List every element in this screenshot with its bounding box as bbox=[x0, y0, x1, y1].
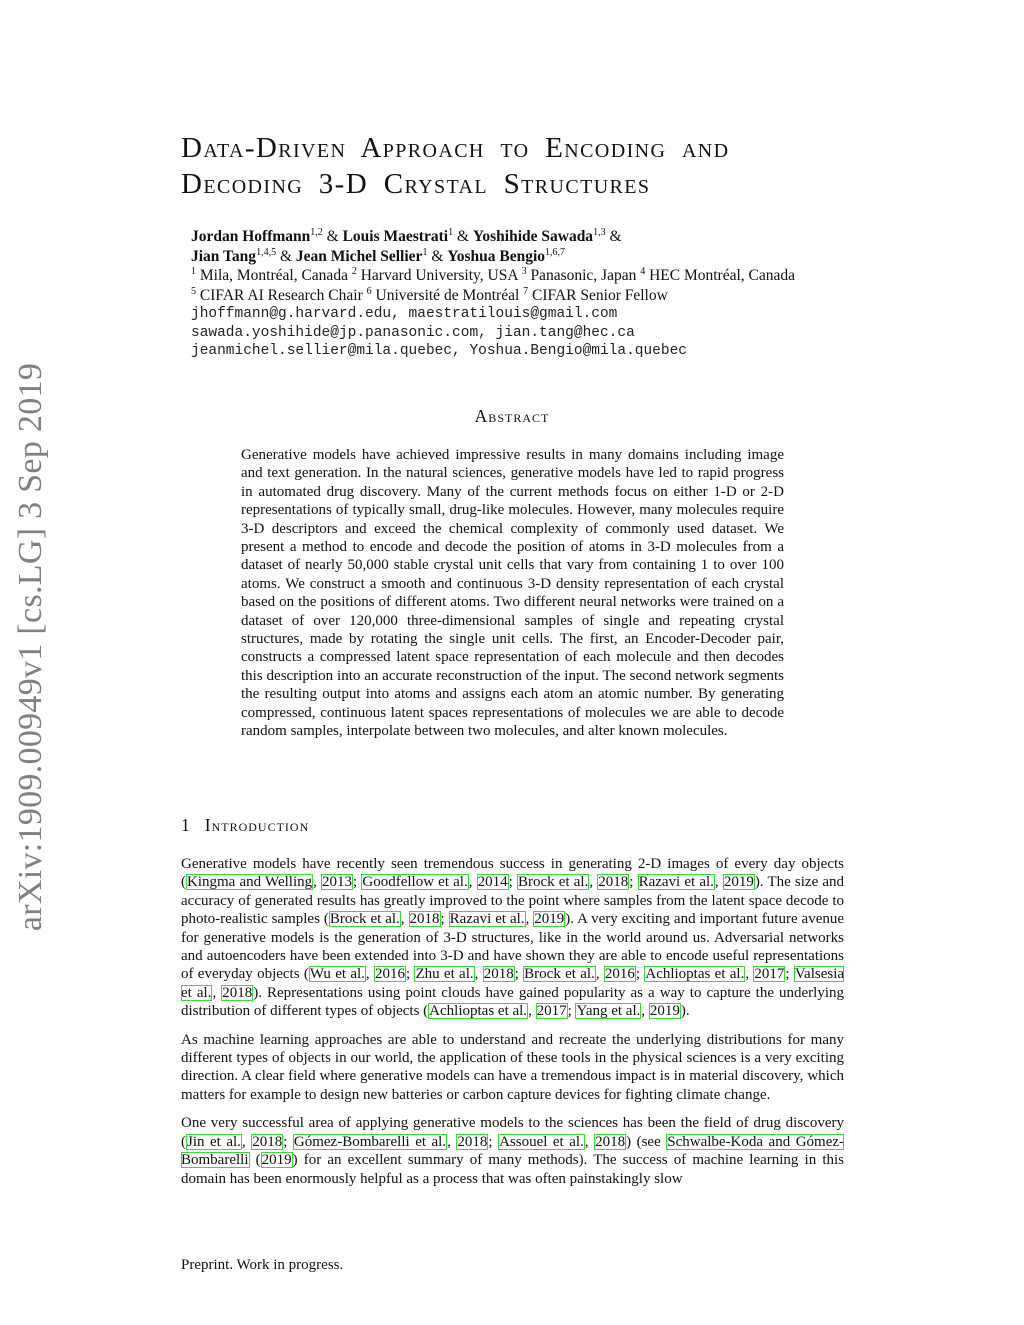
affil-sup: 3 bbox=[521, 266, 527, 277]
citation-link[interactable]: 2018 bbox=[483, 966, 514, 983]
paragraph-text: ( bbox=[249, 1152, 261, 1169]
email-line[interactable]: sawada.yoshihide@jp.panasonic.com, jian.tang@hec.ca bbox=[191, 324, 635, 341]
citation-link[interactable]: 2014 bbox=[477, 874, 508, 891]
paragraph-text: ). A very exciting and important future avenue for generative models is the generation of 3-D structures, like in the world around us. Adversarial networks and autoencoders have been extended into 3-D and have shown they are able to encode useful representations of everyday objects ( bbox=[181, 911, 845, 983]
affil-sup: 4 bbox=[640, 266, 646, 277]
paragraph-text: , bbox=[447, 1133, 457, 1150]
paragraph-text: , bbox=[365, 966, 374, 983]
citation-link[interactable]: Razavi et al. bbox=[638, 874, 714, 891]
paragraph-text: ; bbox=[508, 874, 517, 891]
paragraph-text: , bbox=[714, 874, 723, 891]
citation-link[interactable]: Kingma and Welling bbox=[187, 874, 313, 891]
paragraph-text: ). The size and accuracy of generated results has greatly improved to the point where samples from the latent space decode to photo-realistic samples ( bbox=[181, 874, 845, 928]
author-block bbox=[191, 227, 861, 361]
paragraph-text: , bbox=[212, 984, 222, 1001]
citation-link[interactable]: 2018 bbox=[595, 1133, 626, 1150]
paragraph-text: ). Representations using point clouds have gained popularity as a way to capture the underlying distribution of different types of objects ( bbox=[181, 984, 844, 1020]
author-name: Yoshihide Sawada bbox=[472, 228, 594, 245]
paragraph-text: , bbox=[468, 874, 477, 891]
author-separator: & bbox=[456, 228, 470, 245]
author-sup: 1 bbox=[422, 246, 428, 258]
paragraph-text: , bbox=[745, 966, 754, 983]
paragraph-text: ; bbox=[488, 1133, 499, 1150]
affiliation: CIFAR AI Research Chair bbox=[199, 286, 363, 304]
author-separator: & bbox=[431, 247, 444, 265]
affiliation: Panasonic, Japan bbox=[530, 267, 637, 284]
citation-link[interactable]: 2016 bbox=[604, 966, 635, 983]
paragraph-text: ; bbox=[405, 966, 415, 983]
paragraph-text: ; bbox=[514, 966, 524, 983]
citation-link[interactable]: 2019 bbox=[261, 1152, 292, 1169]
paragraph-text: , bbox=[641, 1003, 649, 1020]
paragraph-text: ; bbox=[629, 874, 638, 891]
section-title: Introduction bbox=[204, 815, 310, 835]
author-separator: & bbox=[609, 228, 622, 245]
paragraph-text: One very successful area of applying generative models to the sciences has been the field of drug discovery ( bbox=[181, 1115, 844, 1150]
paragraph-text: , bbox=[528, 1003, 536, 1020]
author-separator: & bbox=[279, 247, 292, 265]
author-sup: 1,6,7 bbox=[545, 246, 566, 258]
author-name: Jordan Hoffmann bbox=[191, 228, 311, 245]
citation-link[interactable]: Schwalbe-Koda and Gómez-Bombarelli bbox=[181, 1133, 845, 1169]
affiliation: HEC Montréal, Canada bbox=[649, 267, 795, 284]
author-sup: 1 bbox=[448, 227, 454, 238]
affil-sup: 2 bbox=[351, 266, 357, 277]
affiliation: Mila, Montréal, Canada bbox=[199, 267, 348, 284]
paragraph-text: , bbox=[313, 874, 322, 891]
paragraph-text: ) (see bbox=[626, 1133, 667, 1150]
citation-link[interactable]: 2017 bbox=[754, 966, 785, 983]
abstract-text: Generative models have achieved impressive results in many domains including image and text generation. In the natural sciences, generative models have led to rapid progress in automated drug discovery. Many of the current methods focus on either 1-D or 2-D representations of typically small, drug-like molecules. However, many molecules require 3-D descriptors and exceed the chemical complexity of commonly used dataset. We present a method to encode and decode the position of atoms in 3-D molecules from a dataset of nearly 50,000 stable crystal unit cells that vary from containing 1 to over 100 atoms. We construct a smooth and continuous 3-D density representation of each crystal based on the positions of different atoms. Two different neural networks were trained on a dataset of over 120,000 three-dimensional samples of single and repeating crystal structures, made by rotating the single unit cells. The first, an Encoder-Decoder pair, constructs a compressed latent space representation of each molecule and then decodes this description into an accurate reconstruction of the input. The second network segments the resulting output into atoms and assigns each atom an atomic number. By generating compressed, continuous latent spaces representations of molecules we are able to decode random samples, interpolate between two molecules, and alter known molecules. bbox=[241, 447, 784, 740]
citation-link[interactable]: Yang et al. bbox=[576, 1003, 641, 1020]
paragraph-text: Generative models have recently seen tremendous success in generating 2-D images of every day objects ( bbox=[181, 856, 844, 891]
citation-link[interactable]: Brock et al. bbox=[329, 911, 400, 928]
paragraph-text: ; bbox=[567, 1003, 576, 1020]
citation-link[interactable]: Brock et al. bbox=[524, 966, 595, 983]
body-paragraph bbox=[181, 1114, 844, 1188]
citation-link[interactable]: 2018 bbox=[222, 984, 253, 1001]
body-paragraph bbox=[181, 855, 844, 1021]
citation-link[interactable]: 2018 bbox=[252, 1133, 283, 1150]
citation-link[interactable]: Zhu et al. bbox=[415, 966, 474, 983]
affil-sup: 1 bbox=[191, 266, 196, 277]
affiliation-line-2 bbox=[191, 286, 861, 306]
citation-link[interactable]: Valsesia et al. bbox=[181, 966, 845, 1001]
paragraph-text: , bbox=[525, 911, 534, 928]
citation-link[interactable]: 2018 bbox=[457, 1133, 488, 1150]
section-number: 1 bbox=[181, 815, 191, 835]
paragraph-text: As machine learning approaches are able to understand and recreate the underlying distributions for many different types of objects in our world, the application of these tools in the physical sciences is a very exciting direction. A clear field where generative models can have a tremendous impact is in material discovery, which matters for example to design new batteries or carbon capture devices for fighting climate change. bbox=[181, 1031, 844, 1103]
author-name: Jean Michel Sellier bbox=[295, 247, 423, 265]
citation-link[interactable]: Goodfellow et al. bbox=[362, 874, 468, 891]
author-separator: & bbox=[326, 228, 339, 245]
paragraph-text: , bbox=[589, 874, 598, 891]
paragraph-text: ; bbox=[635, 966, 645, 983]
arxiv-identifier: arXiv:1909.00949v1 [cs.LG] 3 Sep 2019 bbox=[12, 362, 49, 932]
arxiv-sidebar bbox=[8, 362, 54, 932]
affiliation: Université de Montréal bbox=[375, 286, 520, 304]
author-line-1 bbox=[191, 227, 861, 247]
paragraph-text: ) for an excellent summary of many methods). The success of machine learning in this domain has been enormously helpful as a process that was often painstakingly slow bbox=[181, 1152, 844, 1187]
affiliation: CIFAR Senior Fellow bbox=[532, 286, 668, 304]
author-name: Louis Maestrati bbox=[342, 228, 449, 245]
email-line[interactable]: jeanmichel.sellier@mila.quebec, Yoshua.Bengio@mila.quebec bbox=[191, 343, 687, 359]
citation-link[interactable]: Razavi et al. bbox=[449, 911, 525, 928]
citation-link[interactable]: Assouel et al. bbox=[499, 1133, 584, 1150]
citation-link[interactable]: Gómez-Bombarelli et al. bbox=[293, 1133, 447, 1150]
citation-link[interactable]: Wu et al. bbox=[309, 966, 365, 983]
citation-link[interactable]: 2019 bbox=[649, 1003, 680, 1020]
paragraph-text: ; bbox=[785, 966, 794, 983]
author-sup: 1,3 bbox=[593, 227, 606, 238]
page-footer: Preprint. Work in progress. bbox=[181, 1257, 344, 1273]
abstract-heading: Abstract bbox=[474, 406, 550, 426]
author-name: Jian Tang bbox=[191, 247, 257, 265]
author-name: Yoshua Bengio bbox=[447, 247, 546, 265]
paragraph-text: , bbox=[400, 911, 409, 928]
paper-title: Data-Driven Approach to Encoding and Decoding 3-D Crystal Structures bbox=[181, 132, 730, 200]
affil-sup: 6 bbox=[366, 285, 372, 297]
citation-link[interactable]: Achlioptas et al. bbox=[429, 1003, 528, 1020]
affiliation: Harvard University, USA bbox=[360, 267, 518, 284]
section-heading bbox=[181, 815, 309, 836]
affiliation-line-1 bbox=[191, 266, 861, 286]
citation-link[interactable]: 2016 bbox=[374, 966, 405, 983]
citation-link[interactable]: 2019 bbox=[723, 874, 754, 891]
affil-sup: 7 bbox=[523, 285, 529, 297]
citation-link[interactable]: Brock et al. bbox=[517, 874, 589, 891]
affil-sup: 5 bbox=[191, 285, 196, 297]
author-sup: 1,2 bbox=[310, 227, 323, 238]
email-line[interactable]: jhoffmann@g.harvard.edu, maestratilouis@gmail.com bbox=[191, 306, 618, 322]
paragraph-text: ; bbox=[353, 874, 362, 891]
author-sup: 1,4,5 bbox=[256, 246, 277, 258]
body-paragraph bbox=[181, 1031, 844, 1105]
paragraph-text: , bbox=[474, 966, 483, 983]
paragraph-text: ; bbox=[440, 911, 449, 928]
introduction-body bbox=[181, 855, 844, 1198]
paragraph-text: , bbox=[241, 1133, 252, 1150]
paragraph-text: , bbox=[584, 1133, 595, 1150]
citation-link[interactable]: 2017 bbox=[536, 1003, 567, 1020]
paragraph-text: , bbox=[595, 966, 604, 983]
citation-link[interactable]: 2018 bbox=[409, 911, 440, 928]
author-line-2 bbox=[191, 247, 861, 267]
citation-link[interactable]: 2019 bbox=[534, 911, 565, 928]
paragraph-text: ; bbox=[283, 1133, 293, 1150]
citation-link[interactable]: 2018 bbox=[598, 874, 629, 891]
citation-link[interactable]: Jin et al. bbox=[187, 1133, 241, 1150]
paragraph-text: ). bbox=[680, 1003, 690, 1020]
citation-link[interactable]: 2013 bbox=[322, 874, 353, 891]
citation-link[interactable]: Achlioptas et al. bbox=[645, 966, 745, 983]
